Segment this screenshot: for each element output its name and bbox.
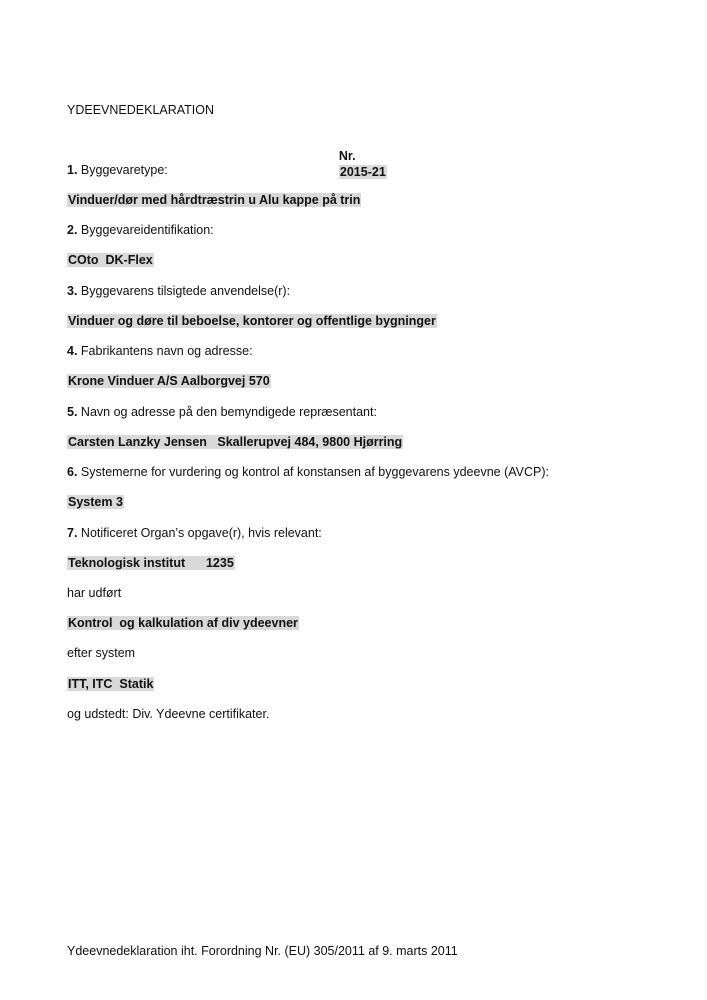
item-5-label: [67, 404, 377, 420]
number-label: Nr.: [338, 149, 356, 163]
item-5-value-text: Carsten Lanzky Jensen Skallerupvej 484, 9800 Hjørring: [68, 435, 403, 449]
item-2-number: 2.: [67, 223, 78, 237]
item-6-number: 6.: [67, 465, 78, 479]
item-3-number: 3.: [67, 284, 78, 298]
performed-label: har udført: [67, 586, 122, 600]
item-1-number: 1.: [67, 163, 78, 177]
document-title: YDEEVNEDEKLARATION: [67, 103, 215, 117]
item-5-number: 5.: [67, 405, 78, 419]
item-7-label-text: Notificeret Organ’s opgave(r), hvis relevant:: [80, 526, 322, 540]
item-5-label-text: Navn og adresse på den bemyndigede repræsentant:: [80, 405, 377, 419]
system-label: efter system: [67, 646, 136, 660]
item-4-value: [67, 373, 271, 389]
system-value-text: ITT, ITC Statik: [68, 677, 154, 691]
item-3-value: [67, 313, 437, 329]
item-3-label: [67, 283, 290, 299]
item-7-value-text: Teknologisk institut 1235: [68, 556, 234, 570]
declaration-number: [325, 132, 387, 196]
item-7-label: [67, 525, 322, 541]
item-7-number: 7.: [67, 526, 78, 540]
item-4-label-text: Fabrikantens navn og adresse:: [80, 344, 253, 358]
item-3-label-text: Byggevarens tilsigtede anvendelse(r):: [80, 284, 291, 298]
item-1-value-text: Vinduer/dør med hårdtræstrin u Alu kappe på trin: [68, 193, 361, 207]
page-footer: Ydeevnedeklaration iht. Forordning Nr. (EU) 305/2011 af 9. marts 2011: [67, 944, 458, 958]
item-1-label: [67, 162, 168, 178]
item-1-label-text: Byggevaretype:: [80, 163, 168, 177]
item-2-label-text: Byggevareidentifikation:: [80, 223, 214, 237]
item-6-value-text: System 3: [68, 495, 123, 509]
performed-value: [67, 615, 299, 631]
item-3-value-text: Vinduer og døre til beboelse, kontorer og offentlige bygninger: [68, 314, 436, 328]
item-4-value-text: Krone Vinduer A/S Aalborgvej 570: [68, 374, 270, 388]
item-6-label-text: Systemerne for vurdering og kontrol af konstansen af byggevarens ydeevne (AVCP):: [80, 465, 549, 479]
item-2-value-text: COto DK-Flex: [68, 253, 153, 267]
item-4-label: [67, 343, 253, 359]
item-7-value: [67, 555, 235, 571]
number-value: 2015-21: [339, 165, 386, 179]
item-6-value: [67, 494, 124, 510]
item-2-label: [67, 222, 214, 238]
performed-value-text: Kontrol og kalkulation af div ydeevner: [68, 616, 298, 630]
item-5-value: [67, 434, 403, 450]
system-value: [67, 676, 154, 692]
item-2-value: [67, 252, 154, 268]
item-6-label: [67, 464, 549, 480]
item-4-number: 4.: [67, 344, 78, 358]
issued-text: og udstedt: Div. Ydeevne certifikater.: [67, 707, 270, 721]
item-1-value: [67, 192, 361, 208]
